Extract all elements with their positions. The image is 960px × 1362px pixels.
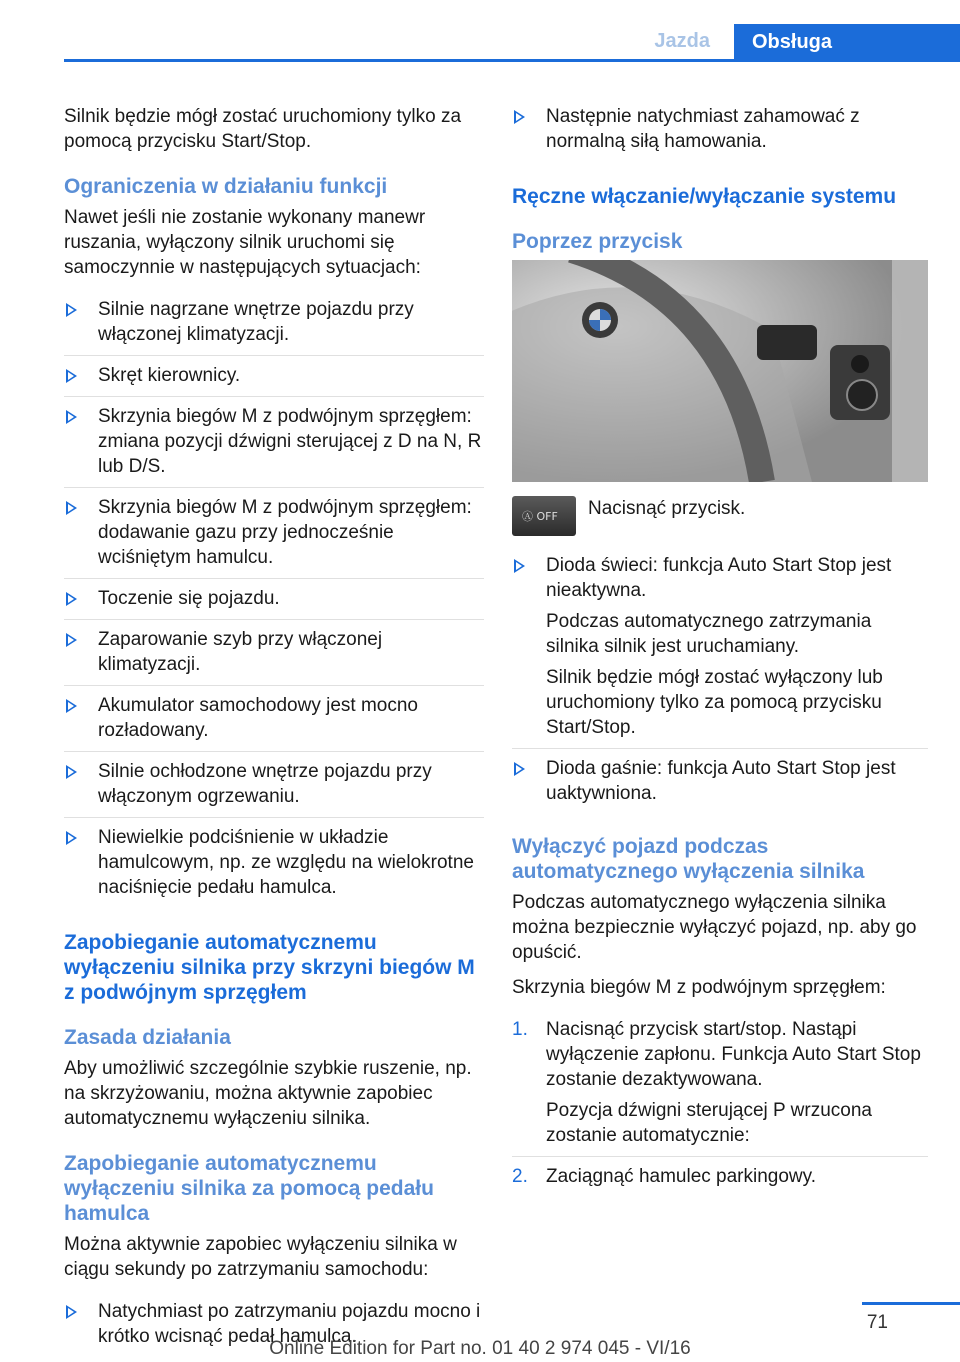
triangle-bullet-icon [66,699,77,713]
switchoff-paragraph: Podczas automatycznego wyłączenia silnika można bezpiecznie wyłączyć pojazd, np. aby go opuścić. [512,892,917,963]
triangle-bullet-icon [66,831,77,845]
list-item: Skrzynia biegów M z podwójnym sprzęgłem: zmiana pozycji dźwigni sterującej z D na N, R lub D/S. [64,397,484,488]
gearbox-paragraph: Skrzynia biegów M z podwójnym sprzęgłem: [512,977,886,998]
page-number: 71 [866,1312,888,1333]
list-item: Silnie ochłodzone wnętrze pojazdu przy włączonym ogrzewaniu. [64,752,484,818]
continuation-list [512,104,928,162]
limits-list [64,290,484,908]
page-header [64,24,960,62]
triangle-bullet-icon [66,501,77,515]
list-item: Skręt kierownicy. [64,356,484,397]
list-item: Dioda gaśnie: funkcja Auto Start Stop jest uaktywniona. [512,749,928,814]
sub-paragraph: Pozycja dźwigni sterującej P wrzucona zostanie automatycznie: [546,1100,872,1146]
list-item: 1. Nacisnąć przycisk start/stop. Nastąpi wyłączenie zapłonu. Funkcja Auto Start Stop zostanie dezaktywowana. Pozycja dźwigni sterującej P wrzucona zostanie automatycznie: [512,1010,928,1157]
header-rule [64,59,960,62]
chapter-tab[interactable]: Obsługa [734,24,960,62]
button-heading: Poprzez przycisk [512,230,683,253]
step-number: 2. [512,1166,528,1187]
sub-paragraph: Silnik będzie mógł zostać wyłączony lub uruchomiony tylko za pomocą przycisku Start/Stop. [546,667,883,738]
footer-rule [862,1302,960,1305]
list-item: Akumulator samochodowy jest mocno rozładowany. [64,686,484,752]
left-column [64,104,484,1357]
button-instruction [512,496,928,538]
triangle-bullet-icon [514,110,525,124]
triangle-bullet-icon [66,592,77,606]
brake-heading: Zapobieganie automatycznemu wyłączeniu silnika za pomocą pedału hamulca [64,1152,434,1225]
switchoff-heading: Wyłączyć pojazd podczas automatycznego wyłączenia silnika [512,835,865,883]
triangle-bullet-icon [514,762,525,776]
limits-heading: Ograniczenia w działaniu funkcji [64,175,388,198]
section-tab[interactable]: Jazda [654,30,710,52]
step-number: 1. [512,1019,528,1040]
triangle-bullet-icon [66,410,77,424]
list-item: Skrzynia biegów M z podwójnym sprzęgłem: dodawanie gazu przy jednocześnie wciśniętym hamulcu. [64,488,484,579]
principle-paragraph: Aby umożliwić szczególnie szybkie ruszenie, np. na skrzyżowaniu, można aktywnie zapobiec automatycznemu wyłączeniu silnika. [64,1058,472,1129]
intro-paragraph: Silnik będzie mógł zostać uruchomiony tylko za pomocą przycisku Start/Stop. [64,106,462,152]
list-item: Natychmiast po zatrzymaniu pojazdu mocno i krótko wcisnąć pedał hamulca. [64,1292,484,1357]
triangle-bullet-icon [514,559,525,573]
led-list [512,546,928,814]
prevent-heading: Zapobieganie automatycznemu wyłączeniu silnika przy skrzyni biegów M z podwójnym sprzęgłem [64,931,475,1004]
list-item: Silnie nagrzane wnętrze pojazdu przy włączonej klimatyzacji. [64,290,484,356]
edition-footer: Online Edition for Part no. 01 40 2 974 045 - VI/16 [269,1338,691,1359]
list-item: Dioda świeci: funkcja Auto Start Stop jest nieaktywna. Podczas automatycznego zatrzymania silnika silnik jest uruchamiany. Silnik będzie mógł zostać wyłączony lub uruchomiony tylko za pomocą przycisku Start/Stop. [512,546,928,749]
brake-paragraph: Można aktywnie zapobiec wyłączeniu silnika w ciągu sekundy po zatrzymaniu samochodu: [64,1234,457,1280]
list-item: Niewielkie podciśnienie w układzie hamulcowym, np. ze względu na wielokrotne naciśnięcie pedału hamulca. [64,818,484,908]
list-item: Toczenie się pojazdu. [64,579,484,620]
list-item: 2. Zaciągnąć hamulec parkingowy. [512,1166,817,1187]
limits-paragraph: Nawet jeśli nie zostanie wykonany manewr ruszania, wyłączony silnik uruchomi się samoczynnie w następujących sytuacjach: [64,207,426,278]
list-item: Następnie natychmiast zahamować z normalną siłą hamowania. [512,104,928,162]
sub-paragraph: Podczas automatycznego zatrzymania silnika silnik jest uruchamiany. [546,611,872,657]
list-item: Zaparowanie szyb przy włączonej klimatyzacji. [64,620,484,686]
triangle-bullet-icon [66,633,77,647]
principle-heading: Zasada działania [64,1026,231,1049]
triangle-bullet-icon [66,303,77,317]
triangle-bullet-icon [66,1305,77,1319]
auto-start-stop-button-icon[interactable]: Ⓐ OFF [512,496,576,536]
triangle-bullet-icon [66,369,77,383]
triangle-bullet-icon [66,765,77,779]
right-column [512,104,928,1197]
steering-wheel-photo [512,260,928,482]
manual-heading: Ręczne włączanie/wyłączanie systemu [512,185,897,208]
steps-list [512,1010,928,1197]
button-caption: Nacisnąć przycisk. [588,498,746,519]
